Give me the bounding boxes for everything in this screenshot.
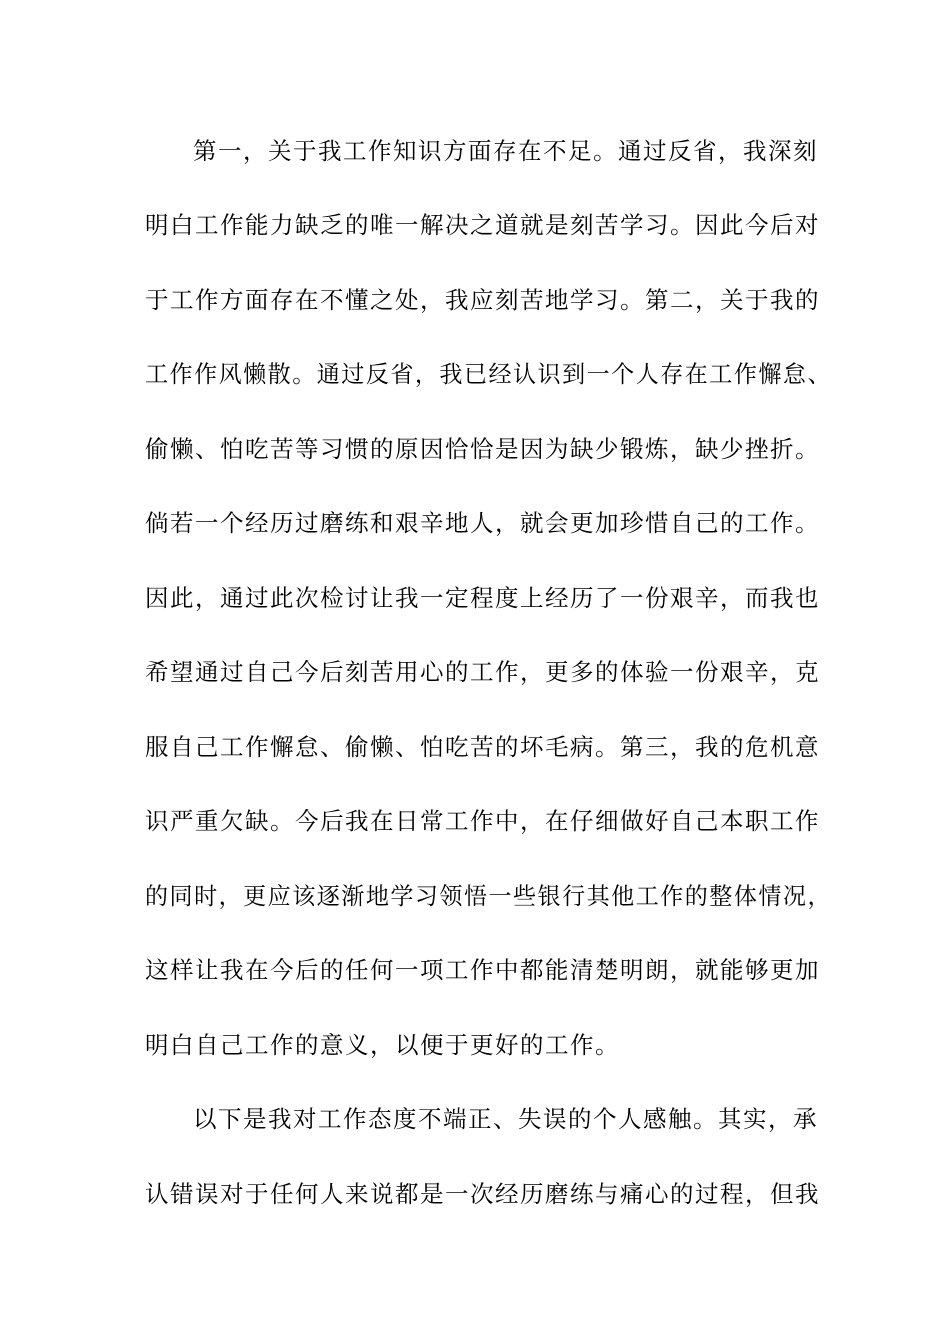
text-line: 识严重欠缺。今后我在日常工作中，在仔细做好自己本职工作	[145, 807, 820, 835]
text-line: 认错误对于任何人来说都是一次经历磨练与痛心的过程，但我	[145, 1180, 820, 1208]
text-line: 这样让我在今后的任何一项工作中都能清楚明朗，就能够更加	[145, 956, 820, 984]
text-line: 的同时，更应该逐渐地学习领悟一些银行其他工作的整体情况，	[145, 882, 832, 910]
text-line: 明白工作能力缺乏的唯一解决之道就是刻苦学习。因此今后对	[145, 211, 820, 239]
text-line: 以下是我对工作态度不端正、失误的个人感触。其实，承	[193, 1105, 818, 1133]
text-line: 服自己工作懈怠、偷懒、怕吃苦的坏毛病。第三，我的危机意	[145, 733, 820, 761]
text-line: 于工作方面存在不懂之处，我应刻苦地学习。第二，关于我的	[145, 286, 820, 314]
text-line: 第一，关于我工作知识方面存在不足。通过反省，我深刻	[193, 137, 818, 165]
text-line: 希望通过自己今后刻苦用心的工作，更多的体验一份艰辛，克	[145, 658, 820, 686]
text-line: 倘若一个经历过磨练和艰辛地人，就会更加珍惜自己的工作。	[145, 509, 820, 537]
text-line: 明白自己工作的意义，以便于更好的工作。	[145, 1031, 620, 1059]
text-line: 因此，通过此次检讨让我一定程度上经历了一份艰辛，而我也	[145, 584, 820, 612]
text-line: 偷懒、怕吃苦等习惯的原因恰恰是因为缺少锻炼，缺少挫折。	[145, 435, 820, 463]
text-line: 工作作风懒散。通过反省，我已经认识到一个人存在工作懈怠、	[145, 360, 832, 388]
